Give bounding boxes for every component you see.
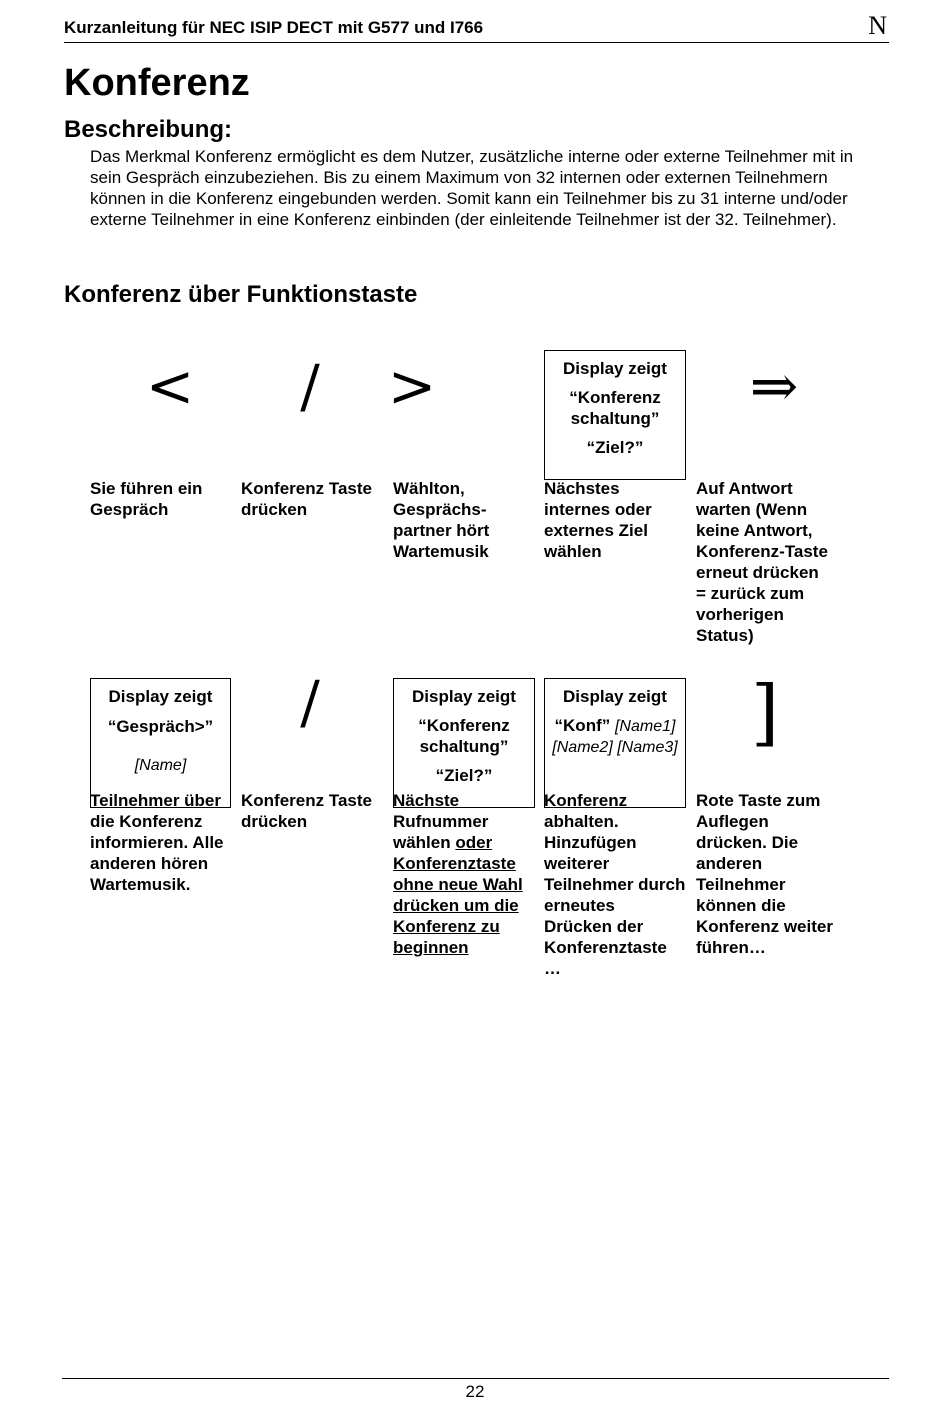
display-heading: Display zeigt [108, 687, 213, 706]
nec-logo: N [868, 11, 887, 40]
display-text-konf: “Konf” [554, 716, 611, 735]
display-text-name1: [Name1] [614, 718, 676, 735]
page-number: 22 [465, 1382, 485, 1401]
header-title: Kurzanleitung für NEC ISIP DECT mit G577 und I766 [64, 18, 484, 37]
implies-arrow-symbol: ⇒ [749, 352, 799, 420]
slash-symbol: / [300, 668, 320, 736]
caption-underlined-text: oder Konferenztaste ohne neue Wahl drücken um die Konferenz zu beginnen [393, 833, 523, 957]
step-caption-7: Konferenz Taste drücken [241, 791, 372, 831]
display-text-name2-name3: [Name2] [Name3] [552, 739, 678, 756]
step-caption-9: Konferenz abhalten. Hinzufügen weiterer Teilnehmer durch erneutes Drücken der Konferenztaste … [544, 791, 686, 978]
footer-rule [62, 1378, 889, 1379]
display-text-konferenz: “Konferenz schaltung” [569, 388, 661, 428]
display-text-ziel: “Ziel?” [435, 766, 493, 785]
step-caption-6: Teilnehmer über die Konferenz informieren. Alle anderen hören Wartemusik. [90, 791, 224, 894]
slash-symbol: / [300, 352, 320, 420]
section-heading-description: Beschreibung: [64, 116, 233, 143]
description-paragraph: Das Merkmal Konferenz ermöglicht es dem Nutzer, zusätzliche interne oder externe Teilnehmer mit in sein Gespräch einzubeziehen. Bis zu einem Maximum von 32 internen oder externen Teilnehmern können in die Konferenz eingebunden werden. Somit kann ein Teilnehmer bis zu 31 interne und/oder externe Teilnehmer in eine Konferenz einbinden (der einleitende Teilnehmer ist der 32. Teilnehmer). [90, 147, 854, 229]
step-caption-2: Konferenz Taste drücken [241, 479, 372, 519]
display-box-conference-target [544, 350, 686, 480]
display-heading: Display zeigt [412, 687, 516, 706]
display-box-conference-active [544, 678, 686, 808]
display-box-conference-target-2 [393, 678, 535, 808]
display-text-name: [Name] [134, 757, 187, 774]
display-box-conversation [90, 678, 231, 808]
display-text-ziel: “Ziel?” [586, 438, 644, 457]
page-header [64, 11, 889, 43]
greater-than-symbol: > [387, 352, 437, 420]
step-caption-4: Nächstes internes oder externes Ziel wählen [544, 479, 652, 561]
display-text-gespraech: “Gespräch>” [107, 717, 214, 736]
page-title: Konferenz [64, 62, 250, 104]
display-text-konferenz: “Konferenz schaltung” [418, 716, 510, 756]
step-caption-3: Wählton, Gesprächs-partner hört Wartemusik [393, 479, 490, 561]
display-heading: Display zeigt [563, 687, 667, 706]
display-heading: Display zeigt [563, 359, 667, 378]
less-than-symbol: < [145, 352, 195, 420]
step-caption-10: Rote Taste zum Auflegen drücken. Die anderen Teilnehmer können die Konferenz weiter führen… [696, 791, 833, 957]
bracket-symbol: ] [750, 670, 780, 754]
section-heading-function-key: Konferenz über Funktionstaste [64, 281, 418, 308]
step-caption-8 [393, 790, 528, 958]
step-caption-5: Auf Antwort warten (Wenn keine Antwort, Konferenz-Taste erneut drücken = zurück zum vorherigen Status) [696, 479, 828, 645]
step-caption-1: Sie führen ein Gespräch [90, 479, 203, 519]
caption-text: Nächste Rufnummer wählen [393, 791, 489, 852]
